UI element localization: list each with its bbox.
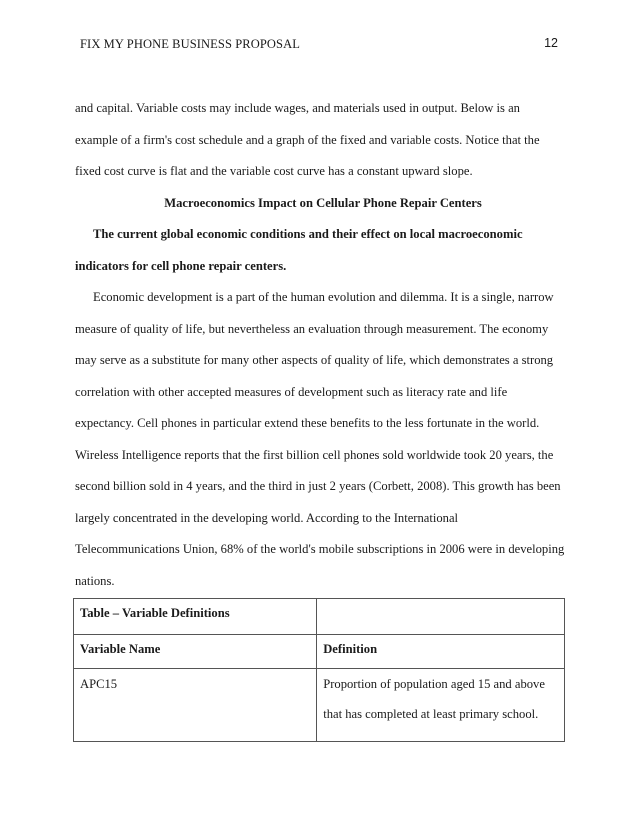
subheading-line: indicators for cell phone repair centers. — [75, 258, 287, 273]
paragraph-line: fixed cost curve is flat and the variable cost curve has a constant upward slope. — [75, 164, 473, 178]
paragraph-line: second billion sold in 4 years, and the third in just 2 years (Corbett, 2008). This growth has been — [75, 479, 561, 493]
paragraph-line: expectancy. Cell phones in particular extend these benefits to the less fortunate in the world. — [75, 416, 540, 430]
paragraph-line: measure of quality of life, but nevertheless an evaluation through measurement. The economy — [75, 321, 549, 336]
definition-line: Proportion of population aged 15 and above — [323, 677, 545, 691]
paragraph-line: Telecommunications Union, 68% of the world's mobile subscriptions in 2006 were in developing — [75, 542, 565, 556]
paragraph-line: nations. — [75, 573, 115, 588]
column-header-variable-name: Variable Name — [74, 635, 317, 669]
variable-name-cell — [74, 669, 317, 742]
paragraph-line: largely concentrated in the developing world. According to the International — [75, 510, 459, 525]
paragraph-line: example of a firm's cost schedule and a graph of the fixed and variable costs. Notice that the — [75, 132, 540, 147]
section-heading: Macroeconomics Impact on Cellular Phone Repair Centers — [164, 195, 482, 210]
running-head: FIX MY PHONE BUSINESS PROPOSAL — [80, 37, 300, 51]
table-row — [74, 669, 565, 742]
paragraph-line: Wireless Intelligence reports that the first billion cell phones sold worldwide took 20 years, the — [75, 447, 554, 462]
paragraph-line: may serve as a substitute for many other aspects of quality of life, which demonstrates a strong — [75, 353, 554, 367]
table-header-row — [74, 635, 565, 669]
column-header-definition: Definition — [317, 635, 565, 669]
page-number: 12 — [544, 36, 558, 50]
paragraph-line: and capital. Variable costs may include wages, and materials used in output. Below is an — [75, 101, 520, 115]
variable-name: APC15 — [80, 677, 118, 691]
body-text — [75, 93, 571, 597]
subheading-line: The current global economic conditions and their effect on local macroeconomic — [93, 227, 523, 241]
table-title-row — [74, 599, 565, 635]
table-title: Table – Variable Definitions — [74, 599, 317, 635]
definition-cell — [317, 669, 565, 742]
paragraph-line: Economic development is a part of the human evolution and dilemma. It is a single, narrow — [93, 290, 554, 304]
definition-line: that has completed at least primary school. — [323, 707, 539, 721]
variable-definitions-table — [73, 598, 565, 742]
table-title-empty-cell — [317, 599, 565, 635]
paragraph-line: correlation with other accepted measures of development such as literacy rate and life — [75, 384, 508, 399]
